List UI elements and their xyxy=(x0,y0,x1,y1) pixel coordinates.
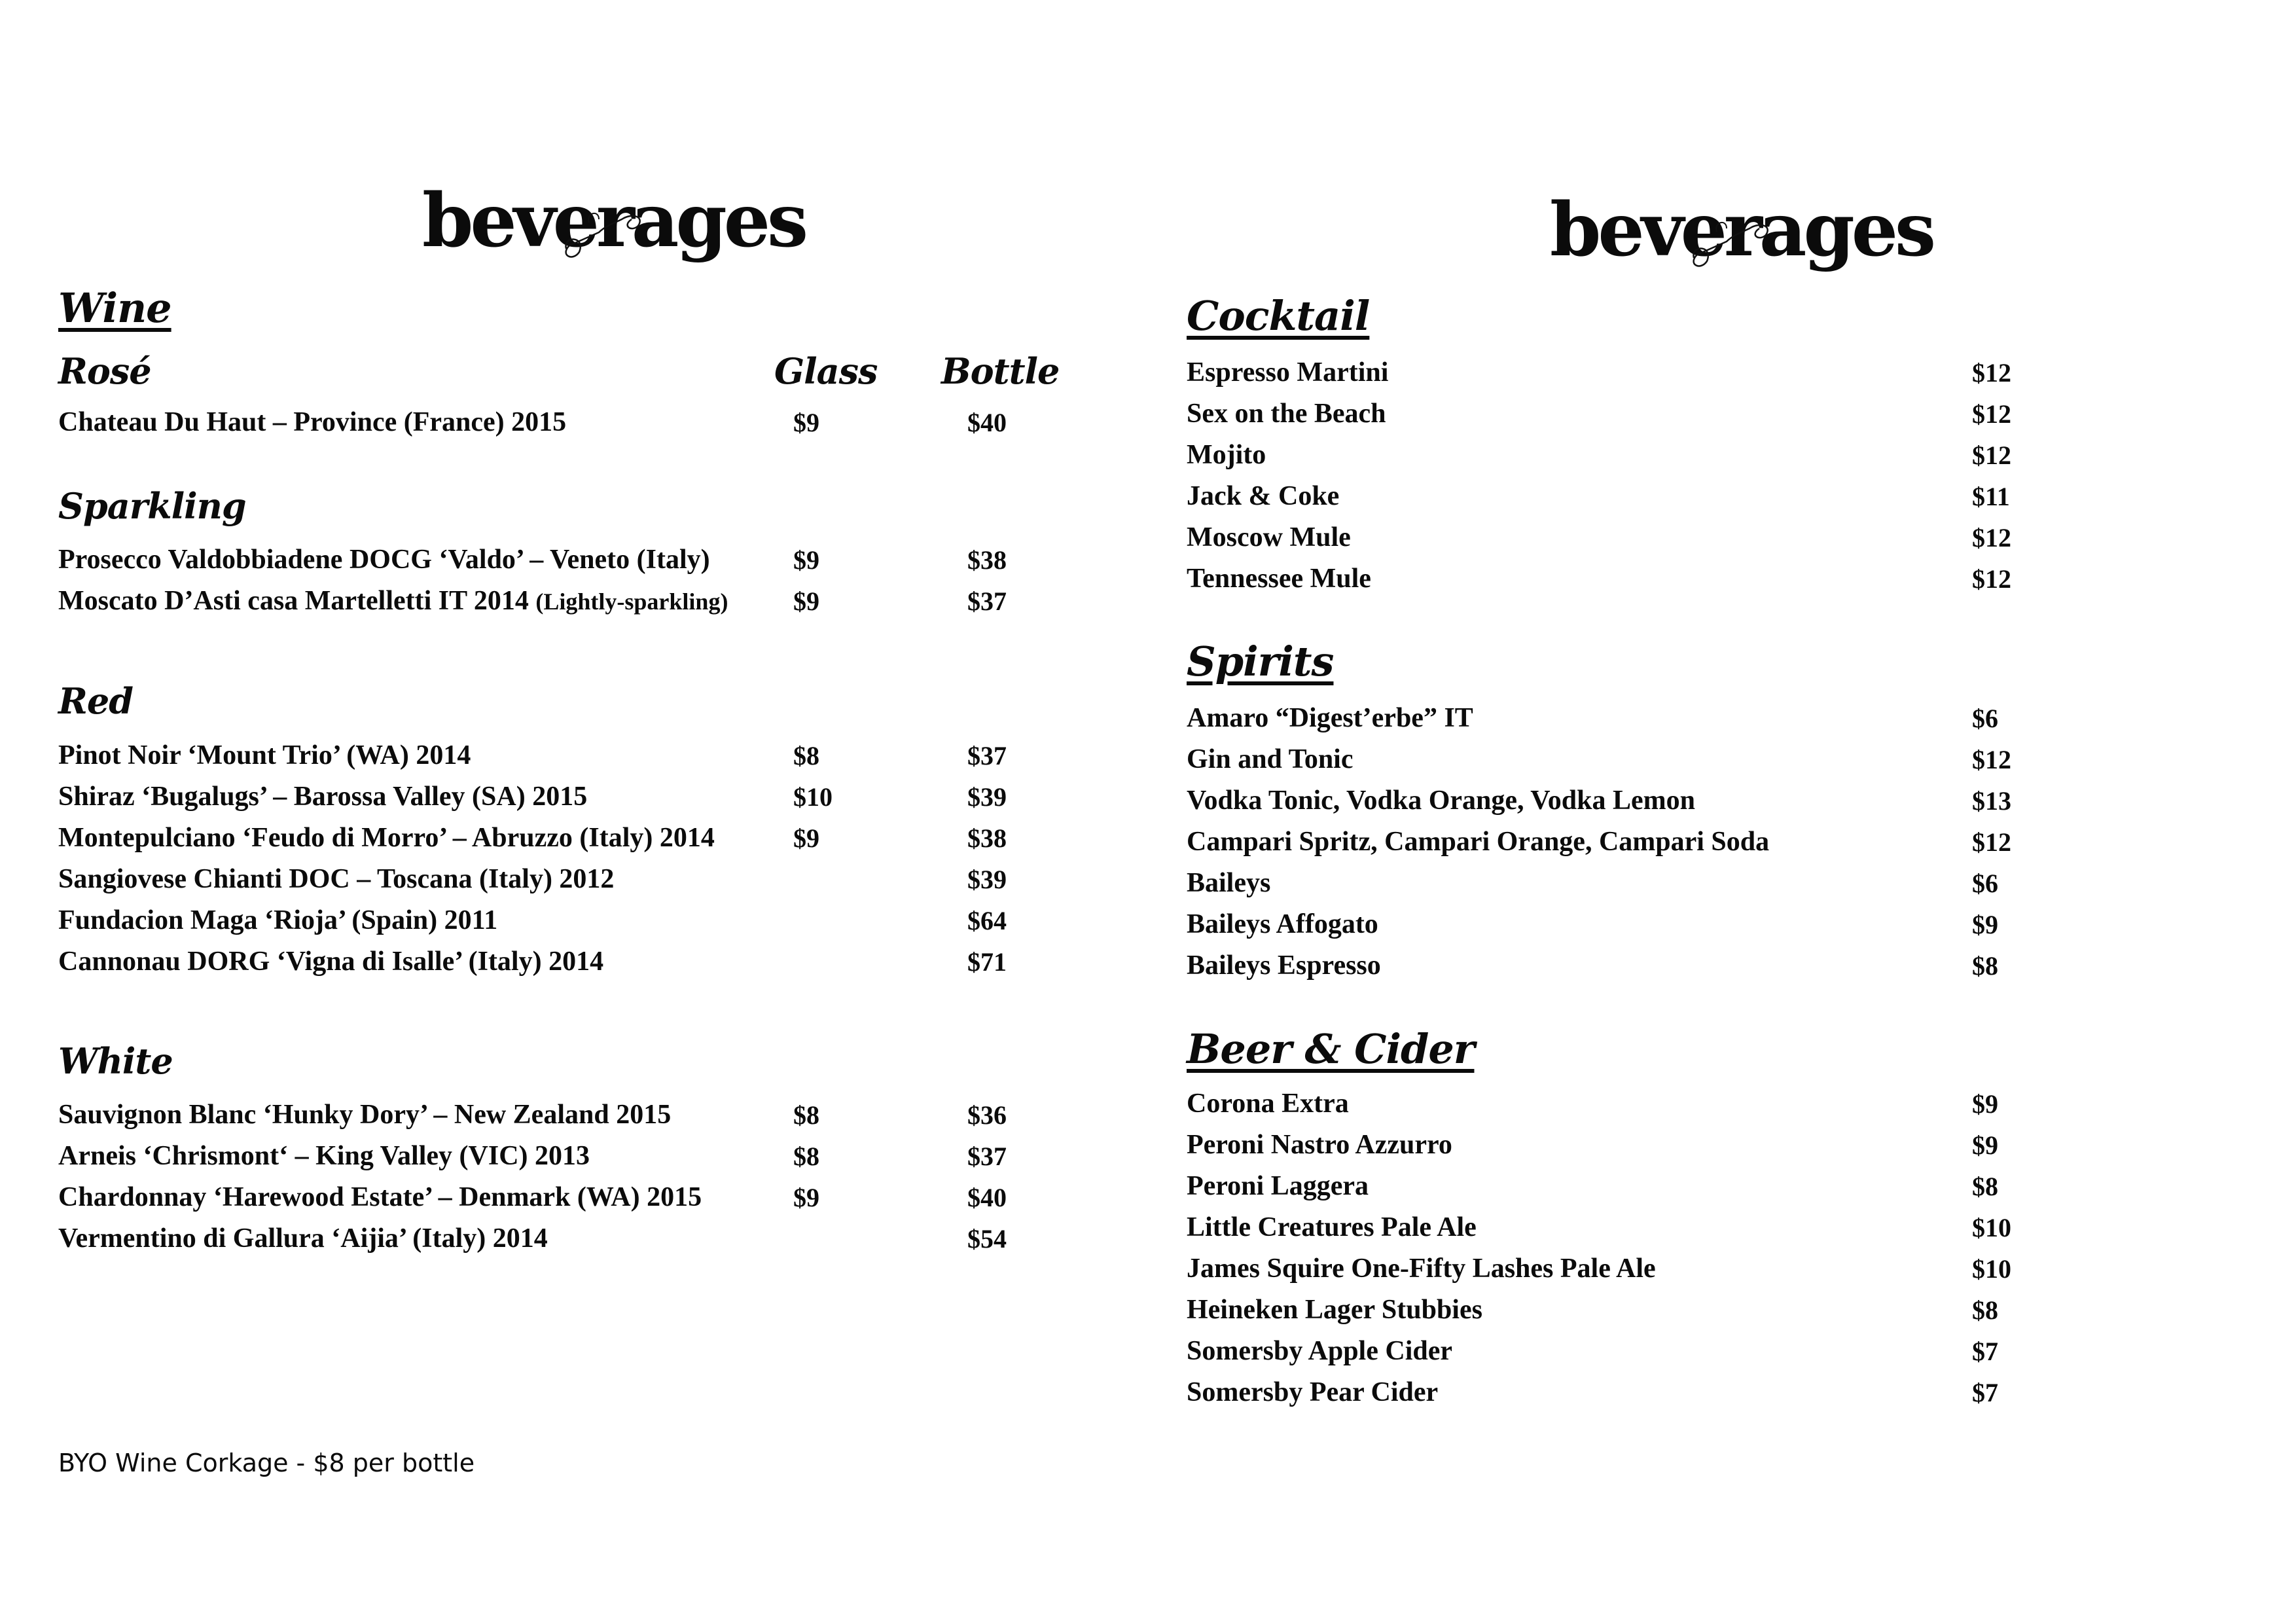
spirits-section-heading: Spirits xyxy=(1187,638,1334,685)
wine-item-glass-price: $8 xyxy=(793,741,819,770)
wine-item-name: Chateau Du Haut – Province (France) 2015 xyxy=(58,407,567,437)
menu-item-price: $9 xyxy=(1972,910,1998,939)
menu-item-name: Baileys Espresso xyxy=(1187,950,1381,981)
wine-item-name: Chardonnay ‘Harewood Estate’ – Denmark (WA) 2015 xyxy=(58,1182,702,1212)
wine-item-glass-price: $9 xyxy=(793,408,819,437)
wine-item-glass-price: $9 xyxy=(793,586,819,616)
white-group-heading: White xyxy=(58,1040,173,1082)
byo-corkage-note: BYO Wine Corkage - $8 per bottle xyxy=(58,1449,475,1477)
wine-item-glass-price: $9 xyxy=(793,1183,819,1212)
menu-item-price: $10 xyxy=(1972,1254,2011,1284)
menu-item-price: $6 xyxy=(1972,869,1998,898)
wine-item-name: Shiraz ‘Bugalugs’ – Barossa Valley (SA) 2015 xyxy=(58,782,588,812)
wine-item-bottle-price: $64 xyxy=(967,906,1007,935)
right-page-title: beverages xyxy=(1550,187,1933,273)
menu-item-name: James Squire One-Fifty Lashes Pale Ale xyxy=(1187,1254,1656,1284)
menu-item-name: Vodka Tonic, Vodka Orange, Vodka Lemon xyxy=(1187,785,1695,816)
wine-item-name: Vermentino di Gallura ‘Aijia’ (Italy) 2014 xyxy=(58,1223,548,1254)
left-page-title: beverages xyxy=(422,178,806,264)
wine-item-name xyxy=(58,587,728,615)
wine-item-name: Cannonau DORG ‘Vigna di Isalle’ (Italy) 2014 xyxy=(58,947,604,977)
menu-item-price: $12 xyxy=(1972,827,2011,857)
menu-item-price: $12 xyxy=(1972,523,2011,552)
flourish-ornament-icon xyxy=(1687,206,1792,278)
menu-item-name: Amaro “Digest’erbe” IT xyxy=(1187,703,1473,733)
wine-item-bottle-price: $54 xyxy=(967,1224,1007,1254)
menu-item-name: Somersby Pear Cider xyxy=(1187,1377,1439,1407)
wine-item-name: Sangiovese Chianti DOC – Toscana (Italy) 2012 xyxy=(58,864,615,894)
sparkling-group-heading: Sparkling xyxy=(58,485,246,527)
wine-item-bottle-price: $39 xyxy=(967,865,1007,894)
glass-column-header: Glass xyxy=(774,350,878,392)
wine-item-bottle-price: $39 xyxy=(967,782,1007,812)
menu-item-name: Tennessee Mule xyxy=(1187,564,1371,594)
menu-item-price: $7 xyxy=(1972,1337,1998,1366)
wine-item-glass-price: $8 xyxy=(793,1142,819,1171)
menu-item-price: $11 xyxy=(1972,482,2010,511)
wine-item-glass-price: $9 xyxy=(793,823,819,853)
wine-item-bottle-price: $38 xyxy=(967,545,1007,575)
menu-item-price: $8 xyxy=(1972,951,1998,981)
menu-item-name: Jack & Coke xyxy=(1187,481,1340,511)
menu-item-price: $9 xyxy=(1972,1089,1998,1119)
wine-item-name: Arneis ‘Chrismont‘ – King Valley (VIC) 2013 xyxy=(58,1141,590,1171)
wine-item-glass-price: $9 xyxy=(793,545,819,575)
menu-item-name: Peroni Nastro Azzurro xyxy=(1187,1130,1452,1160)
wine-item-glass-price: $8 xyxy=(793,1100,819,1130)
menu-item-name: Baileys xyxy=(1187,868,1271,898)
menu-item-price: $9 xyxy=(1972,1130,1998,1160)
wine-item-bottle-price: $37 xyxy=(967,741,1007,770)
wine-item-bottle-price: $38 xyxy=(967,823,1007,853)
red-group-heading: Red xyxy=(58,680,133,722)
menu-item-name: Baileys Affogato xyxy=(1187,909,1378,939)
menu-item-name: Mojito xyxy=(1187,440,1266,470)
bottle-column-header: Bottle xyxy=(941,350,1060,392)
wine-item-bottle-price: $40 xyxy=(967,1183,1007,1212)
wine-item-bottle-price: $37 xyxy=(967,1142,1007,1171)
menu-item-name: Corona Extra xyxy=(1187,1089,1349,1119)
menu-item-name: Heineken Lager Stubbies xyxy=(1187,1295,1482,1325)
menu-item-price: $12 xyxy=(1972,358,2011,388)
wine-item-note: (Lightly-sparkling) xyxy=(535,588,728,615)
menu-item-price: $12 xyxy=(1972,745,2011,774)
wine-section-heading: Wine xyxy=(58,284,171,332)
menu-item-price: $12 xyxy=(1972,399,2011,429)
menu-item-price: $10 xyxy=(1972,1213,2011,1242)
flourish-ornament-icon xyxy=(560,196,664,268)
menu-item-name: Campari Spritz, Campari Orange, Campari Soda xyxy=(1187,827,1770,857)
menu-item-name: Sex on the Beach xyxy=(1187,399,1386,429)
cocktail-section-heading: Cocktail xyxy=(1187,292,1370,340)
rose-group-heading: Rosé xyxy=(58,350,151,392)
menu-item-price: $8 xyxy=(1972,1172,1998,1201)
menu-item-price: $6 xyxy=(1972,704,1998,733)
wine-item-bottle-price: $36 xyxy=(967,1100,1007,1130)
menu-item-name: Moscow Mule xyxy=(1187,522,1351,552)
wine-item-name: Fundacion Maga ‘Rioja’ (Spain) 2011 xyxy=(58,905,498,935)
wine-item-glass-price: $10 xyxy=(793,782,833,812)
wine-item-label: Moscato D’Asti casa Martelletti IT 2014 xyxy=(58,586,529,616)
menu-item-name: Somersby Apple Cider xyxy=(1187,1336,1453,1366)
menu-item-price: $12 xyxy=(1972,441,2011,470)
wine-item-bottle-price: $37 xyxy=(967,586,1007,616)
wine-item-name: Pinot Noir ‘Mount Trio’ (WA) 2014 xyxy=(58,740,471,770)
menu-item-name: Espresso Martini xyxy=(1187,357,1389,388)
wine-item-name: Montepulciano ‘Feudo di Morro’ – Abruzzo (Italy) 2014 xyxy=(58,823,715,853)
menu-item-name: Peroni Laggera xyxy=(1187,1171,1369,1201)
wine-item-bottle-price: $40 xyxy=(967,408,1007,437)
wine-item-bottle-price: $71 xyxy=(967,947,1007,977)
menu-item-price: $12 xyxy=(1972,564,2011,594)
menu-item-name: Little Creatures Pale Ale xyxy=(1187,1212,1477,1242)
wine-item-name: Sauvignon Blanc ‘Hunky Dory’ – New Zealand 2015 xyxy=(58,1100,672,1130)
wine-item-name: Prosecco Valdobbiadene DOCG ‘Valdo’ – Veneto (Italy) xyxy=(58,545,710,575)
menu-item-price: $8 xyxy=(1972,1295,1998,1325)
beer-cider-section-heading: Beer & Cider xyxy=(1187,1025,1475,1073)
menu-item-name: Gin and Tonic xyxy=(1187,744,1354,774)
menu-item-price: $7 xyxy=(1972,1378,1998,1407)
menu-item-price: $13 xyxy=(1972,786,2011,816)
